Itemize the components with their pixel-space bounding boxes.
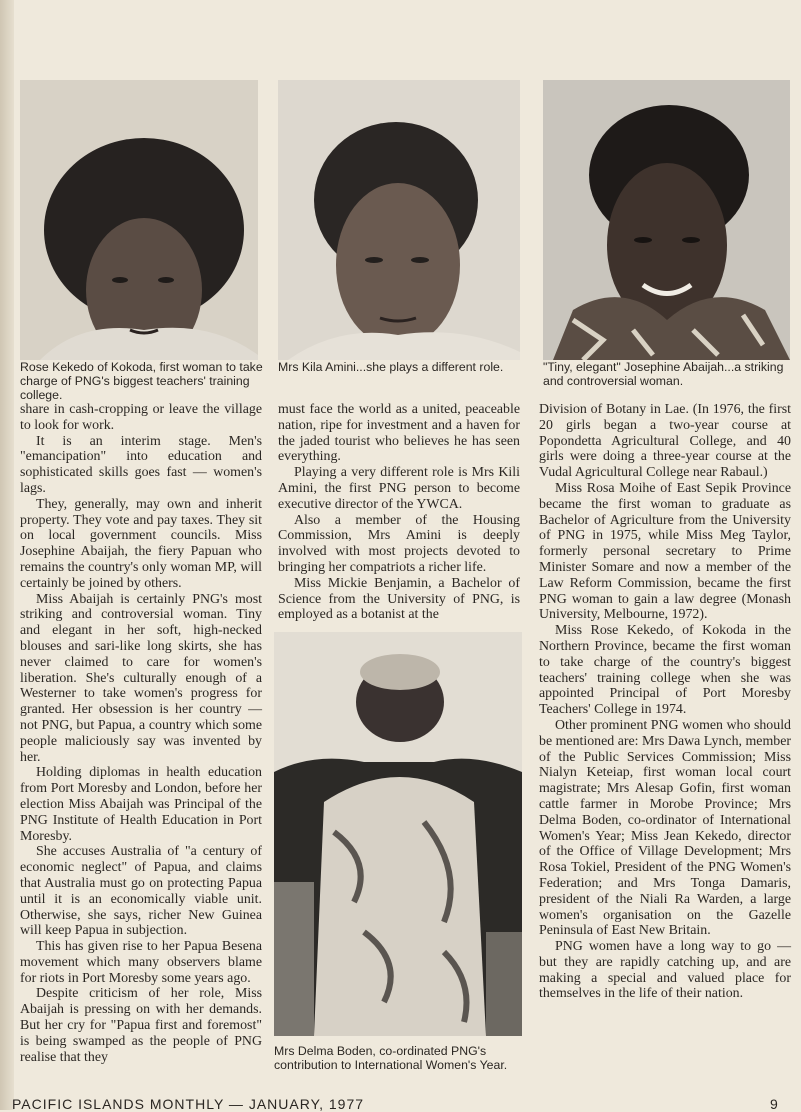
paragraph: share in cash-cropping or leave the village to look for work. <box>20 402 262 433</box>
portrait-photo-rose-kekedo <box>20 80 258 360</box>
article-column-right <box>539 402 791 1002</box>
paragraph: PNG women have a long way to go — but they are rapidly catching up, and are making a special and valued place for themselves in the life of their nation. <box>539 939 791 1002</box>
binding-edge <box>0 0 14 1110</box>
paragraph: She accuses Australia of "a century of economic neglect" of Papua, and claims that Australia must go on protecting Papua until it is an economically viable unit. Otherwise, she says, richer New Guinea will keep Papua in subjection. <box>20 844 262 939</box>
paragraph: Miss Rose Kekedo, of Kokoda in the Northern Province, became the first woman to take charge of the country's biggest teachers' training college when she was appointed Principal of Port Moresby Teachers' College in 1974. <box>539 623 791 718</box>
photo-caption: Rose Kekedo of Kokoda, first woman to take charge of PNG's biggest teachers' training college. <box>20 360 263 403</box>
paragraph: Holding diplomas in health education from Port Moresby and London, before her election Miss Abaijah was Principal of the PNG Institute of Health Education in Port Moresby. <box>20 765 262 844</box>
page-number: 9 <box>770 1096 778 1112</box>
paragraph: Division of Botany in Lae. (In 1976, the first 20 girls began a two-year course at Popondetta Agricultural College, and 40 girls were doing a three-year course at the Vudal Agricultural College near Rabaul.) <box>539 402 791 481</box>
paragraph: Despite criticism of her role, Miss Abaijah is pressing on with her demands. But her cry for "Papua first and foremost" is being swamped as the people of PNG realise that they <box>20 986 262 1065</box>
portrait-photo-josephine-abaijah <box>543 80 790 360</box>
paragraph: Miss Rosa Moihe of East Sepik Province became the first woman to graduate as Bachelor of Agriculture from the University of PNG in 1975, while Miss Meg Taylor, formerly personal secretary to Prime Minister Somare and now a member of the Law Reform Commission, became the first PNG woman to gain a law degree (Monash University, Melbourne, 1972). <box>539 480 791 623</box>
paragraph: It is an interim stage. Men's "emancipation" into education and sophisticated skills goes fast — women's lags. <box>20 433 262 496</box>
publication-footer: PACIFIC ISLANDS MONTHLY — JANUARY, 1977 <box>12 1096 365 1112</box>
article-column-middle <box>278 402 520 623</box>
photo-caption: Mrs Delma Boden, co-ordinated PNG's contribution to International Women's Year. <box>274 1044 508 1073</box>
photo-caption: "Tiny, elegant" Josephine Abaijah...a striking and controversial woman. <box>543 360 784 389</box>
paragraph: Miss Mickie Benjamin, a Bachelor of Science from the University of PNG, is employed as a botanist at the <box>278 575 520 623</box>
photo-caption: Mrs Kila Amini...she plays a different role. <box>278 360 504 374</box>
photo-delma-boden <box>274 632 522 1036</box>
paragraph: They, generally, may own and inherit property. They vote and pay taxes. They sit on local government councils. Miss Josephine Abaijah, the fiery Papuan who remains the country's only woman MP, will certainly be joined by others. <box>20 496 262 591</box>
paragraph: Also a member of the Housing Commission, Mrs Amini is deeply involved with most projects devoted to bringing her compatriots a richer life. <box>278 512 520 575</box>
paragraph: This has given rise to her Papua Besena movement which many observers blame for riots in Port Moresby some years ago. <box>20 939 262 986</box>
paragraph: must face the world as a united, peaceable nation, ripe for investment and a haven for the jaded tourist who believes he has seen everything. <box>278 402 520 465</box>
portrait-photo-kila-amini <box>278 80 520 360</box>
article-column-left <box>20 402 262 1065</box>
paragraph: Other prominent PNG women who should be mentioned are: Mrs Dawa Lynch, member of the Public Services Commission; Miss Nialyn Keteiap, first woman local court magistrate; Mrs Alesap Gofin, first woman cattle farmer in Morobe Province; Mrs Delma Boden, co-ordinator of International Women's Year; Miss Jean Kekedo, director of the Office of Village Development; Mrs Rosa Tokiel, President of the PNG Women's Federation; and Mrs Tonga Damaris, president of the Niali Ra Warden, a large women's organisation on the Gazelle Peninsula of East New Britain. <box>539 717 791 939</box>
paragraph: Miss Abaijah is certainly PNG's most striking and controversial woman. Tiny and elegant in her soft, high-necked blouses and sari-like long skirts, she has never claimed to care for women's liberation. She's culturally enough of a Westerner to take women's progress for granted. Her obsession is her country — not PNG, but Papua, a country which some people maliciously say was invented by her. <box>20 591 262 765</box>
paragraph: Playing a very different role is Mrs Kili Amini, the first PNG person to become executive director of the YWCA. <box>278 465 520 512</box>
